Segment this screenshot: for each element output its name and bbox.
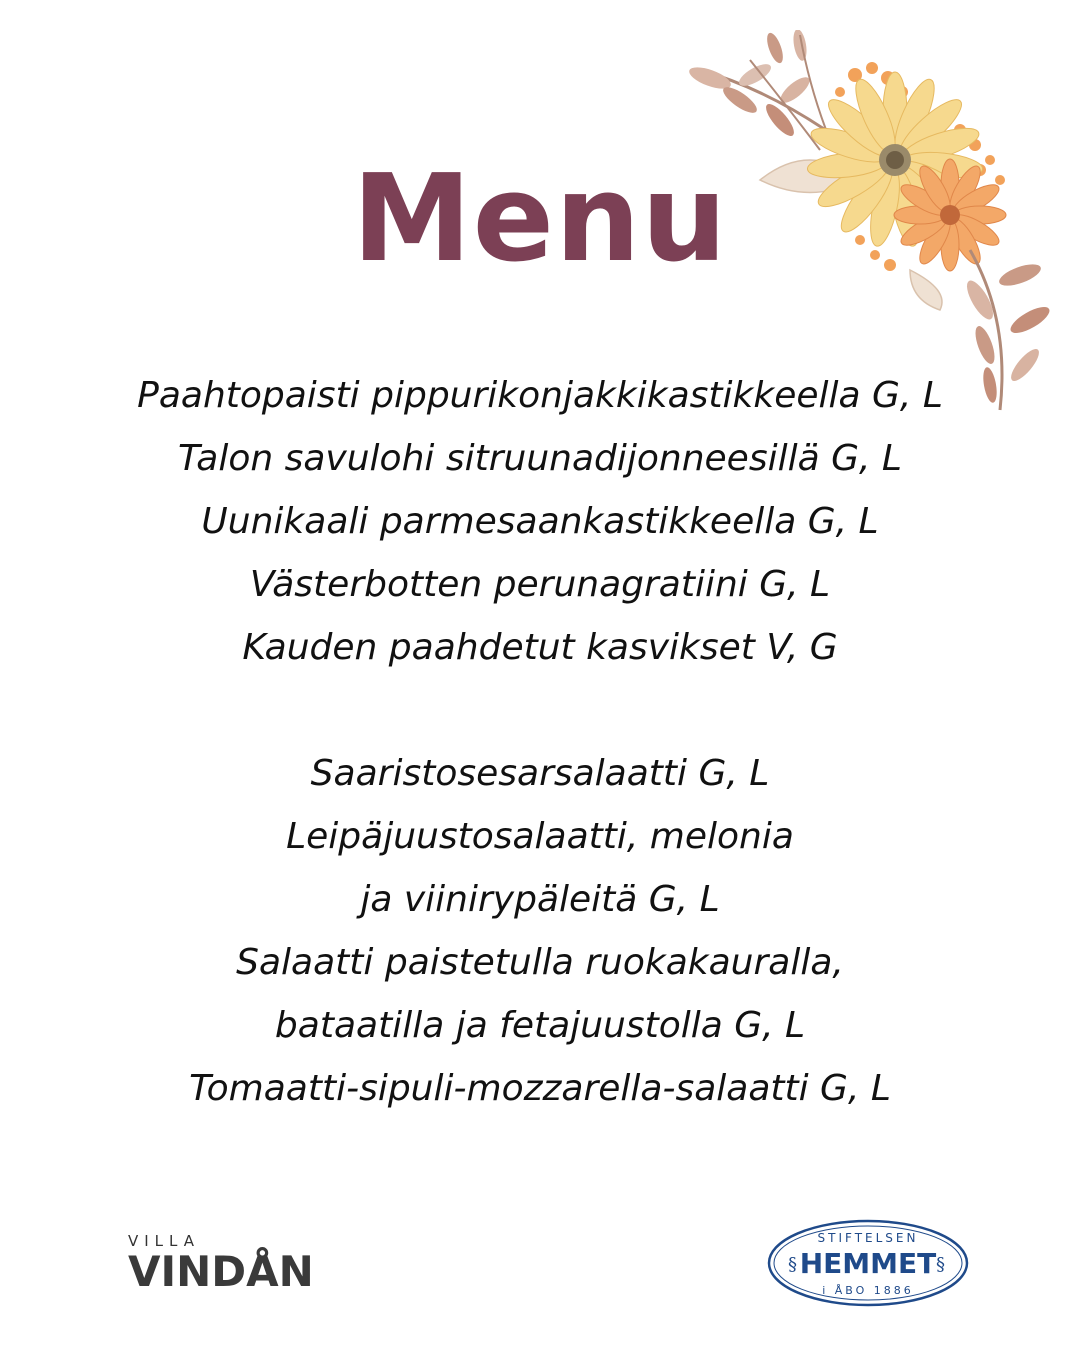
menu-item: Uunikaali parmesaankastikkeella G, L bbox=[201, 501, 879, 542]
logo-villa-text: VILLA bbox=[128, 1232, 201, 1250]
menu-item: Talon savulohi sitruunadijonneesillä G, L bbox=[178, 438, 902, 479]
menu-item: Paahtopaisti pippurikonjakkikastikkeella G, L bbox=[137, 375, 943, 416]
logo-vindan-text: VINDÅN bbox=[128, 1247, 314, 1296]
mains-list bbox=[0, 364, 1080, 679]
ornament-right-icon: § bbox=[936, 1254, 945, 1275]
hemmet-top-text: STIFTELSEN bbox=[817, 1231, 919, 1245]
villa-vindan-logo bbox=[128, 1232, 328, 1296]
menu-item: Tomaatti-sipuli-mozzarella-salaatti G, L bbox=[189, 1068, 891, 1109]
ornament-left-icon: § bbox=[788, 1254, 797, 1275]
hemmet-logo bbox=[766, 1218, 970, 1308]
menu-item: ja viinirypäleitä G, L bbox=[360, 879, 720, 920]
hemmet-bottom-text: i ÅBO 1886 bbox=[822, 1284, 914, 1297]
page-title: Menu bbox=[352, 150, 728, 289]
menu-item: Saaristosesarsalaatti G, L bbox=[310, 753, 770, 794]
menu-item: bataatilla ja fetajuustolla G, L bbox=[274, 1005, 806, 1046]
menu-item: Kauden paahdetut kasvikset V, G bbox=[242, 627, 838, 668]
menu-item: Leipäjuustosalaatti, melonia bbox=[286, 816, 794, 857]
salads-list bbox=[0, 742, 1080, 1120]
menu-item: Salaatti paistetulla ruokakauralla, bbox=[236, 942, 844, 983]
menu-item: Västerbotten perunagratiini G, L bbox=[249, 564, 831, 605]
hemmet-main-text: HEMMET bbox=[799, 1247, 937, 1280]
